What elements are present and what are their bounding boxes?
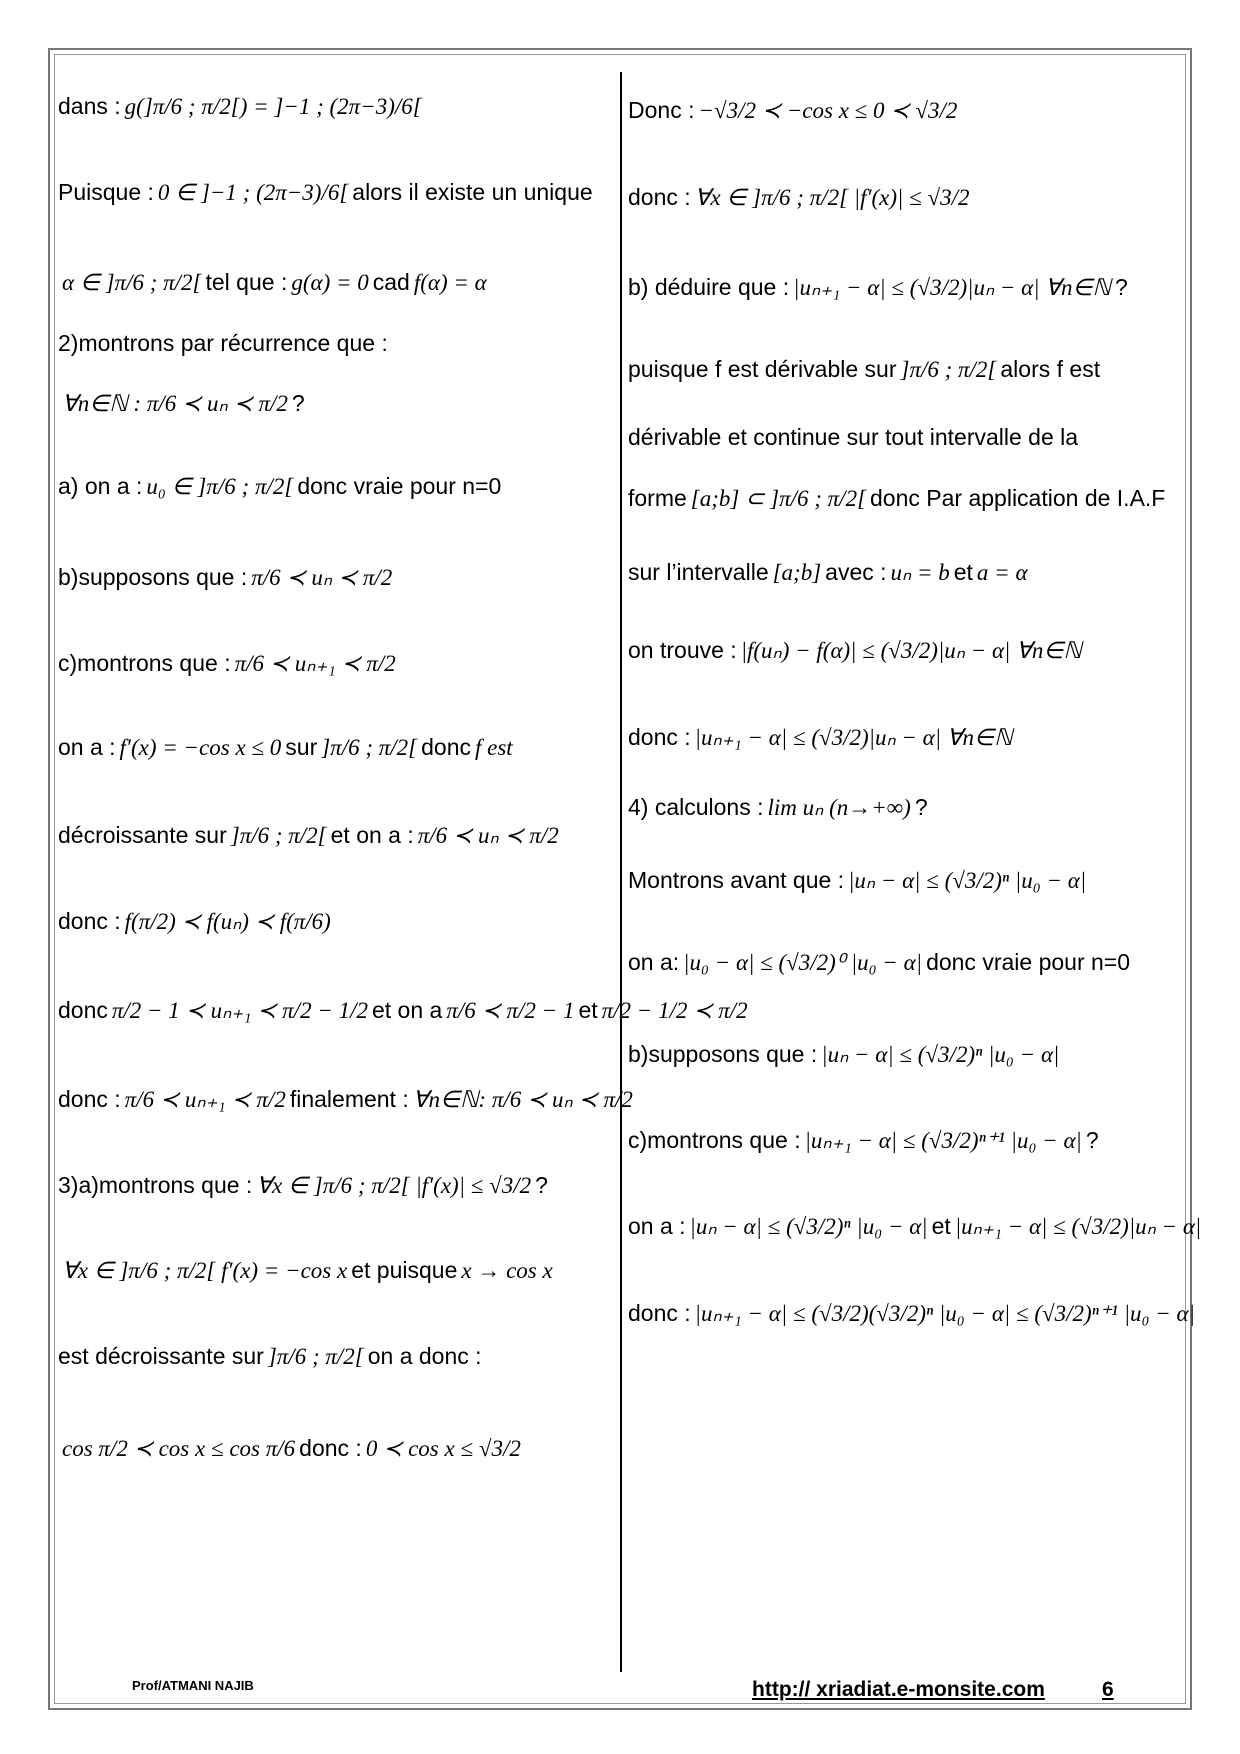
text-line-l17 bbox=[58, 1408, 533, 1488]
text-line-l9 bbox=[58, 707, 517, 787]
text-r6-t1: forme bbox=[628, 484, 687, 511]
text-l14-t2: ? bbox=[535, 1171, 548, 1198]
text-l11-t1: donc : bbox=[58, 907, 121, 934]
formula-l1-m1: g(]π/6 ; π/2[) = ]−1 ; (2π−3)/6[ bbox=[124, 93, 422, 119]
text-l10-t1: décroissante sur bbox=[58, 821, 227, 848]
formula-r6-m1: [a;b] ⊂ ]π/6 ; π/2[ bbox=[690, 485, 867, 511]
text-line-l13 bbox=[58, 1059, 645, 1139]
formula-l9-m2: ]π/6 ; π/2[ bbox=[321, 734, 418, 760]
formula-l11-m1: f(π/2) ≺ f(uₙ) ≺ f(π/6) bbox=[124, 908, 331, 934]
text-r4-t2: alors f est bbox=[1000, 355, 1101, 382]
text-l13-t2: finalement : bbox=[289, 1085, 409, 1112]
text-line-r11 bbox=[628, 840, 1106, 920]
text-line-r2 bbox=[628, 157, 990, 237]
text-line-l7 bbox=[58, 537, 412, 617]
text-line-r14 bbox=[628, 1100, 1115, 1180]
text-line-l2 bbox=[58, 152, 609, 232]
formula-l12-m2: π/6 ≺ π/2 − 1 bbox=[446, 997, 575, 1023]
formula-r4-m1: ]π/6 ; π/2[ bbox=[900, 356, 997, 382]
text-l8-t1: c)montrons que : bbox=[58, 649, 231, 676]
text-line-r15 bbox=[628, 1186, 1213, 1266]
formula-r12-m1: |u₀ − α| ≤ (√3/2)⁰ |u₀ − α| bbox=[683, 949, 923, 975]
text-r4-t1: puisque f est dérivable sur bbox=[628, 355, 897, 382]
formula-l16-m1: ]π/6 ; π/2[ bbox=[267, 1343, 364, 1369]
formula-r10-m1: lim uₙ (n→+∞) bbox=[767, 794, 911, 820]
text-line-l8 bbox=[58, 623, 416, 703]
text-l2-t1: Puisque : bbox=[58, 178, 154, 205]
page-number: 6 bbox=[1102, 1678, 1114, 1701]
formula-l9-m3: f est bbox=[475, 734, 513, 760]
text-l3-t3: cad bbox=[372, 268, 410, 295]
text-r7-t3: et bbox=[953, 558, 973, 585]
text-l4-t1: 2)montrons par récurrence que : bbox=[58, 329, 388, 356]
text-line-l14 bbox=[58, 1145, 564, 1225]
text-line-l6 bbox=[58, 446, 517, 526]
text-line-l11 bbox=[58, 881, 351, 961]
text-l16-t2: on a donc : bbox=[367, 1342, 482, 1369]
formula-l12-m3: π/2 − 1/2 ≺ π/2 bbox=[601, 997, 748, 1023]
formula-l15-m1: ∀x ∈ ]π/6 ; π/2[ f′(x) = −cos x bbox=[62, 1257, 348, 1283]
text-r16-t1: donc : bbox=[628, 1299, 691, 1326]
text-l6-t2: donc vraie pour n=0 bbox=[297, 472, 502, 499]
text-r2-t1: donc : bbox=[628, 183, 691, 210]
text-r5-t1: dérivable et continue sur tout intervalle de la bbox=[628, 423, 1079, 450]
text-line-l10 bbox=[58, 795, 571, 875]
formula-l2-m1: 0 ∈ ]−1 ; (2π−3)/6[ bbox=[157, 179, 349, 205]
text-line-r13 bbox=[628, 1014, 1079, 1094]
formula-r9-m1: |uₙ₊₁ − α| ≤ (√3/2)|uₙ − α| ∀n∈ℕ bbox=[694, 724, 1013, 750]
text-r6-t2: donc Par application de I.A.F bbox=[870, 484, 1166, 511]
text-l9-t2: sur bbox=[285, 733, 318, 760]
formula-l6-m1: u₀ ∈ ]π/6 ; π/2[ bbox=[146, 473, 294, 499]
formula-l5-m1: ∀n∈ℕ : π/6 ≺ uₙ ≺ π/2 bbox=[62, 390, 288, 416]
text-line-l1 bbox=[58, 66, 442, 146]
formula-r7-m3: a = α bbox=[976, 559, 1028, 585]
text-r7-t2: avec : bbox=[825, 558, 887, 585]
formula-l7-m1: π/6 ≺ uₙ ≺ π/2 bbox=[251, 564, 393, 590]
text-l1-t1: dans : bbox=[58, 92, 121, 119]
text-l15-t2: et puisque bbox=[351, 1256, 458, 1283]
website-link[interactable]: http:// xriadiat.e-monsite.com bbox=[752, 1678, 1045, 1701]
text-r8-t1: on trouve : bbox=[628, 636, 737, 663]
text-r12-t1: on a: bbox=[628, 948, 680, 975]
text-line-r10 bbox=[628, 767, 944, 847]
formula-l13-m1: π/6 ≺ uₙ₊₁ ≺ π/2 bbox=[124, 1086, 286, 1112]
text-r10-t1: 4) calculons : bbox=[628, 793, 764, 820]
text-l3-t2: tel que : bbox=[205, 268, 288, 295]
text-r10-t2: ? bbox=[914, 793, 928, 820]
text-r15-t2: et bbox=[931, 1212, 951, 1239]
text-line-l15 bbox=[58, 1230, 565, 1310]
formula-r15-m2: |uₙ₊₁ − α| ≤ (√3/2)|uₙ − α| bbox=[954, 1213, 1202, 1239]
text-r1-t1: Donc : bbox=[628, 96, 695, 123]
text-l17-t2: donc : bbox=[299, 1434, 362, 1461]
formula-l3-m3: f(α) = α bbox=[413, 269, 487, 295]
text-r14-t1: c)montrons que : bbox=[628, 1126, 801, 1153]
formula-r11-m1: |uₙ − α| ≤ (√3/2)ⁿ |u₀ − α| bbox=[848, 867, 1087, 893]
text-l12-t1: donc bbox=[58, 996, 108, 1023]
text-l10-t2: et on a : bbox=[330, 821, 414, 848]
formula-r13-m1: |uₙ − α| ≤ (√3/2)ⁿ |u₀ − α| bbox=[821, 1041, 1060, 1067]
formula-l3-m1: α ∈ ]π/6 ; π/2[ bbox=[62, 269, 202, 295]
formula-l15-m2: x → cos x bbox=[461, 1257, 553, 1283]
formula-l3-m2: g(α) = 0 bbox=[291, 269, 369, 295]
text-l2-t2: alors il existe un unique bbox=[352, 178, 593, 205]
text-line-r9 bbox=[628, 697, 1033, 777]
text-l7-t1: b)supposons que : bbox=[58, 563, 248, 590]
text-r14-t2: ? bbox=[1085, 1126, 1099, 1153]
formula-r7-m2: uₙ = b bbox=[890, 559, 950, 585]
text-l12-t2: et on a bbox=[371, 996, 443, 1023]
text-line-l5 bbox=[58, 363, 321, 443]
formula-l14-m1: ∀x ∈ ]π/6 ; π/2[ |f′(x)| ≤ √3/2 bbox=[256, 1172, 532, 1198]
text-l16-t1: est décroissante sur bbox=[58, 1342, 264, 1369]
formula-l10-m2: π/6 ≺ uₙ ≺ π/2 bbox=[417, 822, 559, 848]
text-l12-t3: et bbox=[578, 996, 598, 1023]
formula-r15-m1: |uₙ − α| ≤ (√3/2)ⁿ |u₀ − α| bbox=[689, 1213, 928, 1239]
text-r13-t1: b)supposons que : bbox=[628, 1040, 818, 1067]
text-line-r8 bbox=[628, 610, 1102, 690]
column-divider bbox=[620, 72, 622, 1672]
text-r7-t1: sur l’intervalle bbox=[628, 558, 769, 585]
text-l6-t1: a) on a : bbox=[58, 472, 143, 499]
text-l9-t3: donc bbox=[421, 733, 471, 760]
formula-l17-m2: 0 ≺ cos x ≤ √3/2 bbox=[365, 1435, 521, 1461]
formula-l8-m1: π/6 ≺ uₙ₊₁ ≺ π/2 bbox=[234, 650, 396, 676]
formula-l17-m1: cos π/2 ≺ cos x ≤ cos π/6 bbox=[62, 1435, 296, 1461]
text-r9-t1: donc : bbox=[628, 723, 691, 750]
text-line-r12 bbox=[628, 922, 1146, 1002]
formula-l10-m1: ]π/6 ; π/2[ bbox=[230, 822, 327, 848]
text-r15-t1: on a : bbox=[628, 1212, 686, 1239]
text-l13-t1: donc : bbox=[58, 1085, 121, 1112]
formula-r1-m1: −√3/2 ≺ −cos x ≤ 0 ≺ √3/2 bbox=[698, 97, 958, 123]
text-line-r1 bbox=[628, 70, 977, 150]
formula-r16-m1: |uₙ₊₁ − α| ≤ (√3/2)(√3/2)ⁿ |u₀ − α| ≤ (√3/2)ⁿ⁺¹ |u₀ − α| bbox=[694, 1300, 1195, 1326]
text-line-r7 bbox=[628, 532, 1032, 612]
text-r3-t2: ? bbox=[1114, 273, 1128, 300]
formula-r3-m1: |uₙ₊₁ − α| ≤ (√3/2)|uₙ − α| ∀n∈ℕ bbox=[793, 274, 1111, 300]
formula-r2-m1: ∀x ∈ ]π/6 ; π/2[ |f′(x)| ≤ √3/2 bbox=[694, 184, 970, 210]
formula-r8-m1: |f(uₙ) − f(α)| ≤ (√3/2)|uₙ − α| ∀n∈ℕ bbox=[740, 637, 1082, 663]
text-r11-t1: Montrons avant que : bbox=[628, 866, 845, 893]
text-l14-t1: 3)a)montrons que : bbox=[58, 1171, 253, 1198]
text-r12-t2: donc vraie pour n=0 bbox=[926, 948, 1131, 975]
formula-r7-m1: [a;b] bbox=[772, 559, 822, 585]
formula-l12-m1: π/2 − 1 ≺ uₙ₊₁ ≺ π/2 − 1/2 bbox=[111, 997, 368, 1023]
formula-l9-m1: f′(x) = −cos x ≤ 0 bbox=[119, 734, 282, 760]
text-l9-t1: on a : bbox=[58, 733, 116, 760]
formula-l13-m2: ∀n∈ℕ: π/6 ≺ uₙ ≺ π/2 bbox=[412, 1086, 633, 1112]
text-r3-t1: b) déduire que : bbox=[628, 273, 790, 300]
text-line-l16 bbox=[58, 1316, 498, 1396]
text-line-r6 bbox=[628, 458, 1181, 538]
text-l5-t2: ? bbox=[291, 389, 305, 416]
formula-r14-m1: |uₙ₊₁ − α| ≤ (√3/2)ⁿ⁺¹ |u₀ − α| bbox=[804, 1127, 1082, 1153]
text-line-r16 bbox=[628, 1273, 1215, 1353]
text-line-r3 bbox=[628, 247, 1144, 327]
author-credit: Prof/ATMANI NAJIB bbox=[132, 1678, 254, 1693]
